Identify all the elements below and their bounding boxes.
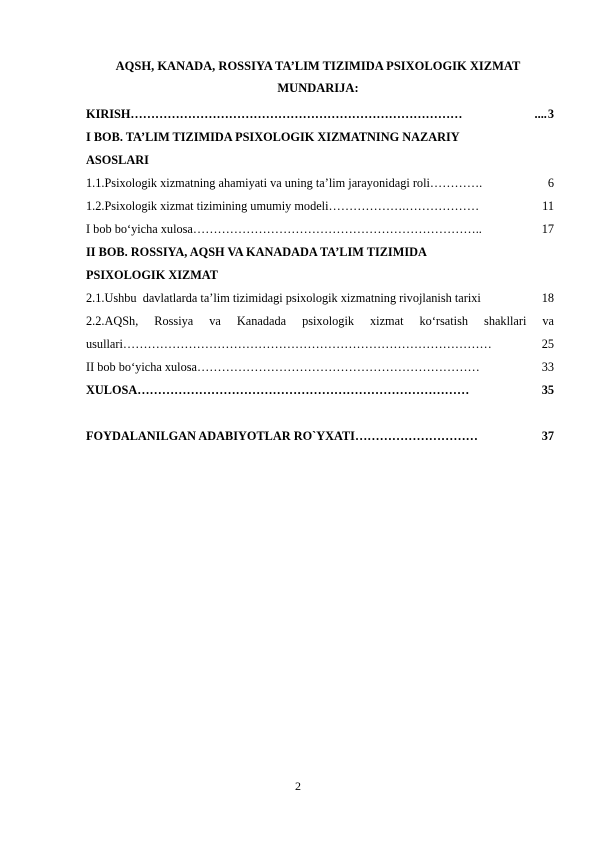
toc-entry-1-1[interactable] bbox=[86, 172, 554, 195]
toc-entry-kirish[interactable] bbox=[86, 103, 554, 126]
toc-leader-dots: …………………………………………………………….. bbox=[192, 222, 482, 236]
toc-page-number: 35 bbox=[541, 383, 554, 397]
toc-entry-label: XULOSA bbox=[86, 383, 138, 397]
toc-leader-dots: ……………………………………………………………………… bbox=[130, 107, 463, 121]
toc-entry-label: FOYDALANILGAN ADABIYOTLAR RO`YXATI bbox=[86, 429, 355, 443]
toc-page-number: 17 bbox=[541, 222, 554, 236]
toc-word: 2.2.AQSh, bbox=[86, 314, 139, 328]
toc-page-number: 33 bbox=[541, 360, 554, 374]
toc-page-number: 3 bbox=[547, 107, 554, 121]
toc-leader-dots: …………………………………………………………… bbox=[196, 360, 480, 374]
toc-entry-label: KIRISH bbox=[86, 107, 131, 121]
toc-word: va bbox=[209, 314, 221, 328]
toc-leader-dots: ……………………………………………………………………………… bbox=[122, 337, 492, 351]
toc-leader-dots: ……………………………………………………………………… bbox=[137, 383, 470, 397]
toc-entry-1-2[interactable] bbox=[86, 195, 554, 218]
toc-page-number: 37 bbox=[541, 429, 554, 443]
toc-word: psixologik bbox=[302, 314, 355, 328]
toc-chapter-1-heading-cont[interactable]: ASOSLARI bbox=[86, 153, 149, 167]
toc-word: Kanadada bbox=[236, 314, 287, 328]
toc-chapter-1-heading[interactable]: I BOB. TA’LIM TIZIMIDA PSIXOLOGIK XIZMATNING NAZARIY bbox=[86, 130, 460, 144]
toc-entry-label: 1.1.Psixologik xizmatning ahamiyati va uning ta’lim jarayonidagi roli bbox=[86, 176, 430, 190]
toc-entry-label: I bob bo‘yicha xulosa bbox=[86, 222, 193, 236]
toc-chapter-2-heading[interactable]: II BOB. ROSSIYA, AQSH VA KANADADA TA’LIM TIZIMIDA bbox=[86, 245, 427, 259]
toc-page-number: 11 bbox=[542, 199, 554, 213]
toc-leader-dots: …………. bbox=[429, 176, 483, 190]
toc-word: ko‘rsatish bbox=[419, 314, 469, 328]
table-of-contents bbox=[86, 103, 554, 448]
toc-word: xizmat bbox=[370, 314, 404, 328]
toc-entry-chapter-1-summary[interactable] bbox=[86, 218, 554, 241]
page-number: 2 bbox=[295, 779, 301, 793]
toc-chapter-2-heading-cont[interactable]: PSIXOLOGIK XIZMAT bbox=[86, 268, 218, 282]
toc-leader-dots-end: .... bbox=[534, 107, 547, 121]
toc-page-number: 25 bbox=[541, 337, 554, 351]
toc-entry-bibliography[interactable] bbox=[86, 425, 554, 448]
toc-entry-2-2[interactable] bbox=[86, 310, 554, 333]
toc-word: shakllari bbox=[484, 314, 527, 328]
toc-entry-xulosa[interactable] bbox=[86, 379, 554, 402]
toc-entry-label: usullari bbox=[86, 337, 123, 351]
toc-entry-label: 1.2.Psixologik xizmat tizimining umumiy modeli bbox=[86, 199, 329, 213]
toc-entry-2-2-cont[interactable] bbox=[86, 333, 554, 356]
toc-page-number: 18 bbox=[541, 291, 554, 305]
toc-leader-dots: ……………….……………… bbox=[328, 199, 480, 213]
toc-word: Rossiya bbox=[154, 314, 194, 328]
contents-heading: MUNDARIJA: bbox=[277, 81, 359, 95]
toc-leader-dots: ………………………… bbox=[354, 429, 478, 443]
document-title: AQSH, KANADA, ROSSIYA TA’LIM TIZIMIDA PSIXOLOGIK XIZMAT bbox=[115, 59, 521, 73]
toc-word: va bbox=[542, 314, 554, 328]
toc-entry-chapter-2-summary[interactable] bbox=[86, 356, 554, 379]
toc-page-number: 6 bbox=[544, 176, 554, 190]
spacer bbox=[86, 402, 554, 425]
toc-entry-2-1[interactable] bbox=[86, 287, 554, 310]
toc-entry-label: 2.1.Ushbu davlatlarda ta’lim tizimidagi psixologik xizmatning rivojlanish tarixi bbox=[86, 291, 481, 305]
toc-entry-label: II bob bo‘yicha xulosa bbox=[86, 360, 197, 374]
